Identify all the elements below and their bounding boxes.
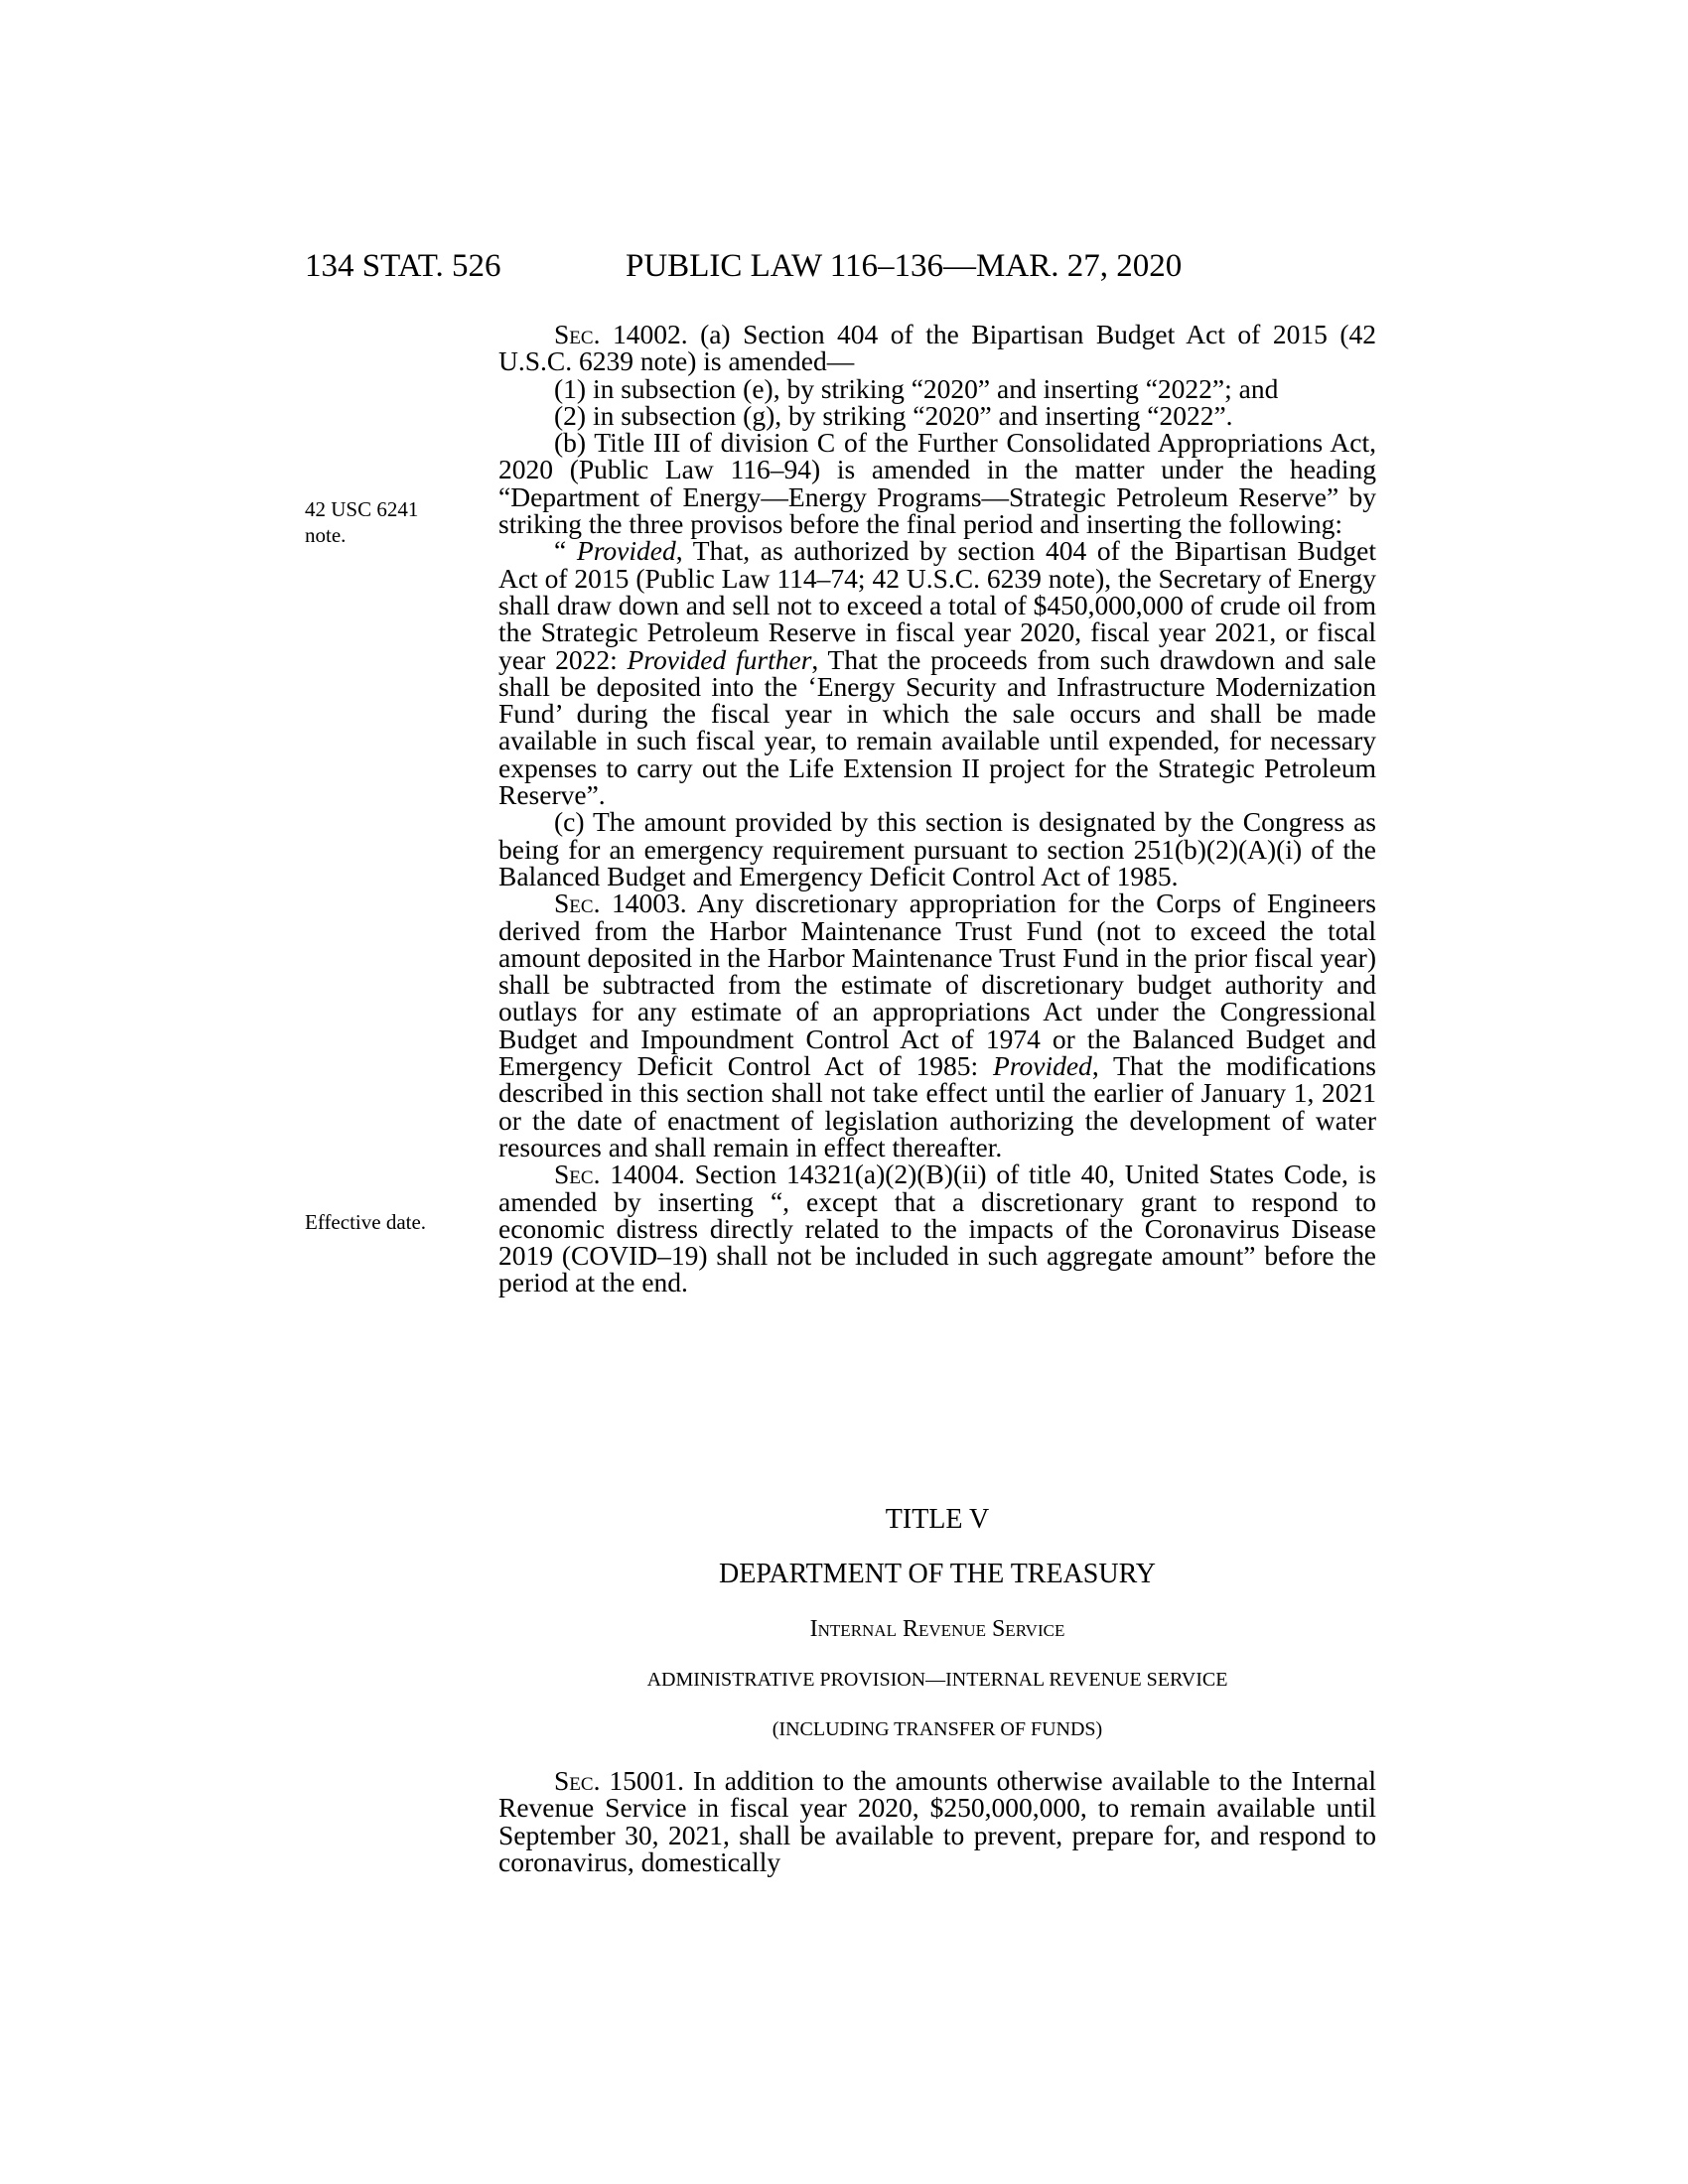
- sec-14002-a: Sec. 14002. (a) Section 404 of the Bipartisan Budget Act of 2015 (42 U.S.C. 6239 note) is amended—: [498, 319, 1376, 377]
- sec-14002-item-2: (2) in subsection (g), by striking “2020” and inserting “2022”.: [554, 399, 1233, 431]
- sec-14002-item-1: (1) in subsection (e), by striking “2020” and inserting “2022”; and: [554, 372, 1279, 404]
- main-text-column: [498, 321, 1376, 1297]
- margin-note-effective-date: Effective date.: [305, 1210, 427, 1234]
- sec-15001: Sec. 15001. In addition to the amounts otherwise available to the Internal Revenue Service in fiscal year 2020, $250,000,000, to remain available until September 30, 2021, shall be available to prevent, prepare for, and respond to coronavirus, domestically: [498, 1765, 1376, 1877]
- margin-note-usc-line1: 42 USC 6241: [305, 497, 419, 521]
- agency-heading: Internal Revenue Service: [809, 1616, 1065, 1642]
- title-v-heading: TITLE V: [885, 1504, 990, 1535]
- sec-label: Sec.: [554, 319, 601, 349]
- sec-14004: Sec. 14004. Section 14321(a)(2)(B)(ii) of title 40, United States Code, is amended by inserting “, except that a discretionary grant to respond to economic distress directly related to the impacts of the Coronavirus Disease 2019 (COVID–19) shall not be included in such aggregate amount” before the period at the end.: [498, 1159, 1376, 1298]
- sec-15001-column: [498, 1767, 1376, 1875]
- sec-label: Sec.: [554, 1159, 601, 1190]
- sec-label: Sec.: [554, 887, 601, 919]
- sec-label: Sec.: [554, 1765, 601, 1796]
- margin-note-usc: [305, 496, 418, 548]
- sec-14002-b: (b) Title III of division C of the Further Consolidated Appropriations Act, 2020 (Public Law 116–94) is amended in the matter under the heading “Department of Energy—Energy Programs—Strategic Petroleum Reserve” by striking the three provisos before the final period and inserting the following:: [498, 427, 1376, 540]
- sec-14002-c: (c) The amount provided by this section is designated by the Congress as being for an emergency requirement pursuant to section 251(b)(2)(A)(i) of the Balanced Budget and Emergency Deficit Control Act of 1985.: [498, 806, 1376, 891]
- page-header-title: PUBLIC LAW 116–136—MAR. 27, 2020: [626, 248, 1183, 284]
- page-stat-number: 134 STAT. 526: [305, 248, 501, 284]
- sec-14002-quoted-text: “ Provided, That, as authorized by section 404 of the Bipartisan Budget Act of 2015 (Public Law 114–74; 42 U.S.C. 6239 note), the Secretary of Energy shall draw down and sell not to exceed a total of $450,000,000 of crude oil from the Strategic Petroleum Reserve in fiscal year 2020, fiscal year 2021, or fiscal year 2022: Provided further, That the proceeds from such drawdown and sale shall be deposited into the ‘Energy Security and Infrastructure Modernization Fund’ during the fiscal year in which the sale occurs and shall be made available in such fiscal year, to remain available until expended, for necessary expenses to carry out the Life Extension II project for the Strategic Petroleum Reserve”.: [498, 535, 1376, 811]
- including-transfer-heading: (INCLUDING TRANSFER OF FUNDS): [772, 1718, 1103, 1740]
- department-heading: DEPARTMENT OF THE TREASURY: [719, 1559, 1156, 1589]
- administrative-provision-heading: ADMINISTRATIVE PROVISION—INTERNAL REVENUE SERVICE: [646, 1669, 1228, 1691]
- margin-note-usc-line2: note.: [305, 523, 347, 547]
- sec-14003: Sec. 14003. Any discretionary appropriation for the Corps of Engineers derived from the Harbor Maintenance Trust Fund (not to exceed the total amount deposited in the Harbor Maintenance Trust Fund in the prior fiscal year) shall be subtracted from the estimate of discretionary budget authority and outlays for any estimate of an appropriations Act under the Congressional Budget and Impoundment Control Act of 1974 or the Balanced Budget and Emergency Deficit Control Act of 1985: Provided, That the modifications described in this section shall not take effect until the earlier of January 1, 2021 or the date of enactment of legislation authorizing the development of water resources and shall remain in effect thereafter.: [498, 887, 1376, 1162]
